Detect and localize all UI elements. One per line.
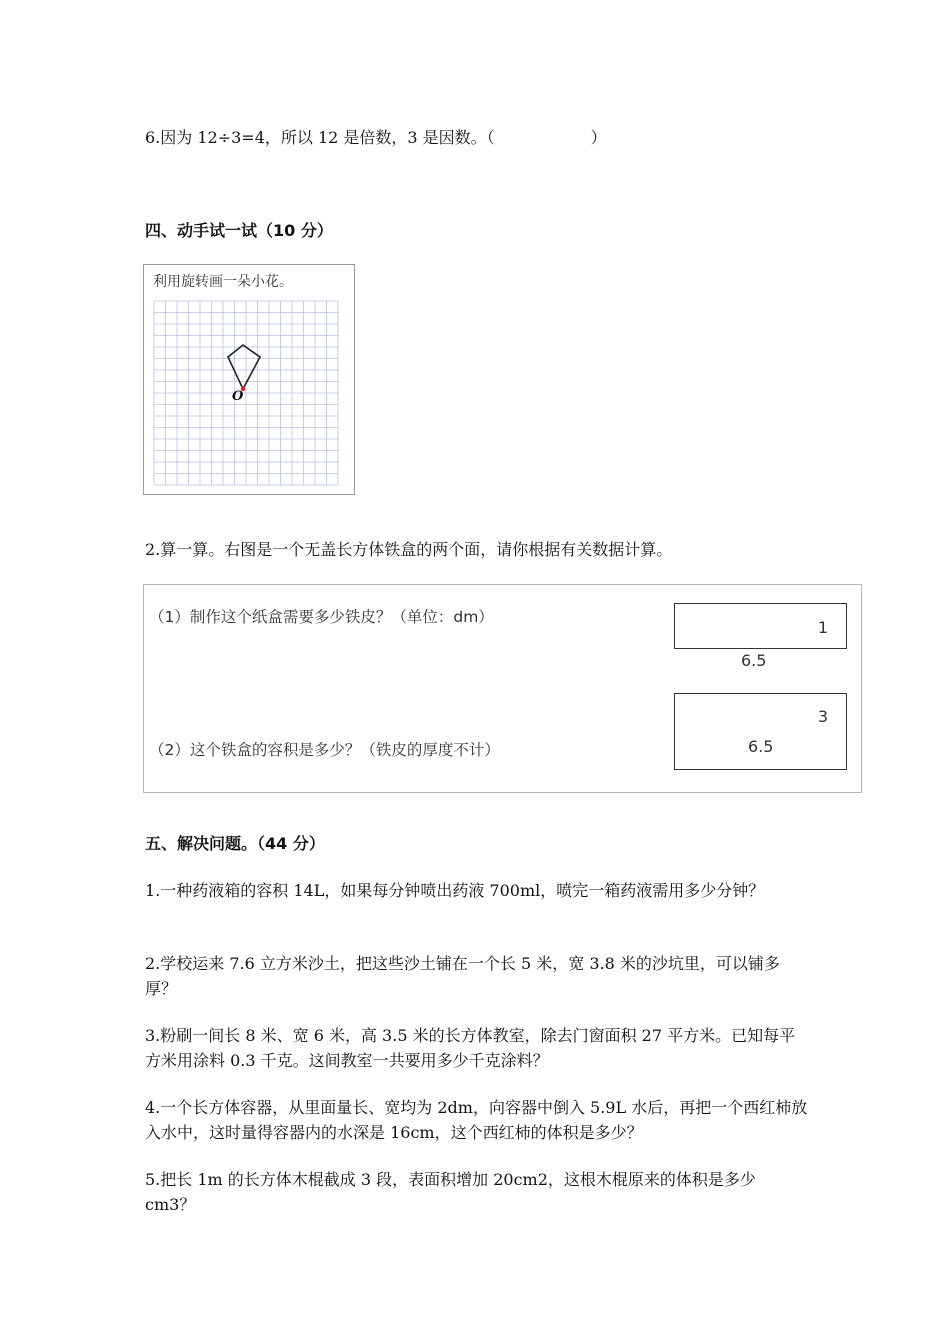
box-face-bottom <box>674 693 847 770</box>
problem-4: 4.一个长方体容器，从里面量长、宽均为 2dm，向容器中倒入 5.9L 水后，再把一个西红柿放入水中，这时量得容器内的水深是 16cm，这个西红柿的体积是多少？ <box>145 1098 808 1142</box>
face1-length-label: 6.5 <box>741 651 767 670</box>
question-6-true-false: 6.因为 12÷3=4，所以 12 是倍数，3 是因数。（ ） <box>145 128 607 147</box>
problem-5: 5.把长 1m 的长方体木棍截成 3 段，表面积增加 20cm2，这根木棍原来的体积是多少 cm3？ <box>145 1170 756 1214</box>
face1-height-label: 1 <box>817 618 828 637</box>
rotation-flower-figure <box>143 264 355 495</box>
problem-1: 1.一种药液箱的容积 14L，如果每分钟喷出药液 700ml，喷完一箱药液需用多少分钟？ <box>145 881 765 900</box>
iron-box-figure <box>143 584 862 793</box>
section-5-heading: 五、解决问题。（44 分） <box>145 834 325 853</box>
kite-shape <box>228 345 260 389</box>
face2-height-label: 3 <box>817 707 828 726</box>
calc-sub-question-2: （2）这个铁盒的容积是多少？（铁皮的厚度不计） <box>149 741 500 759</box>
grid-drawing <box>144 265 356 496</box>
section-4-heading: 四、动手试一试（10 分） <box>145 221 333 240</box>
figure-caption: 利用旋转画一朵小花。 <box>153 274 293 290</box>
point-o-label: O <box>232 389 244 404</box>
calc-question-heading: 2.算一算。右图是一个无盖长方体铁盒的两个面，请你根据有关数据计算。 <box>145 540 673 559</box>
calc-sub-question-1: （1）制作这个纸盒需要多少铁皮？（单位：dm） <box>149 608 494 626</box>
face2-length-label: 6.5 <box>748 737 774 756</box>
box-face-front <box>674 603 847 649</box>
problem-3: 3.粉刷一间长 8 米、宽 6 米，高 3.5 米的长方体教室，除去门窗面积 27 平方米。已知每平方米用涂料 0.3 千克。这间教室一共要用多少千克涂料？ <box>145 1026 796 1070</box>
problem-2: 2.学校运来 7.6 立方米沙土，把这些沙土铺在一个长 5 米，宽 3.8 米的沙坑里，可以铺多厚？ <box>145 954 780 998</box>
